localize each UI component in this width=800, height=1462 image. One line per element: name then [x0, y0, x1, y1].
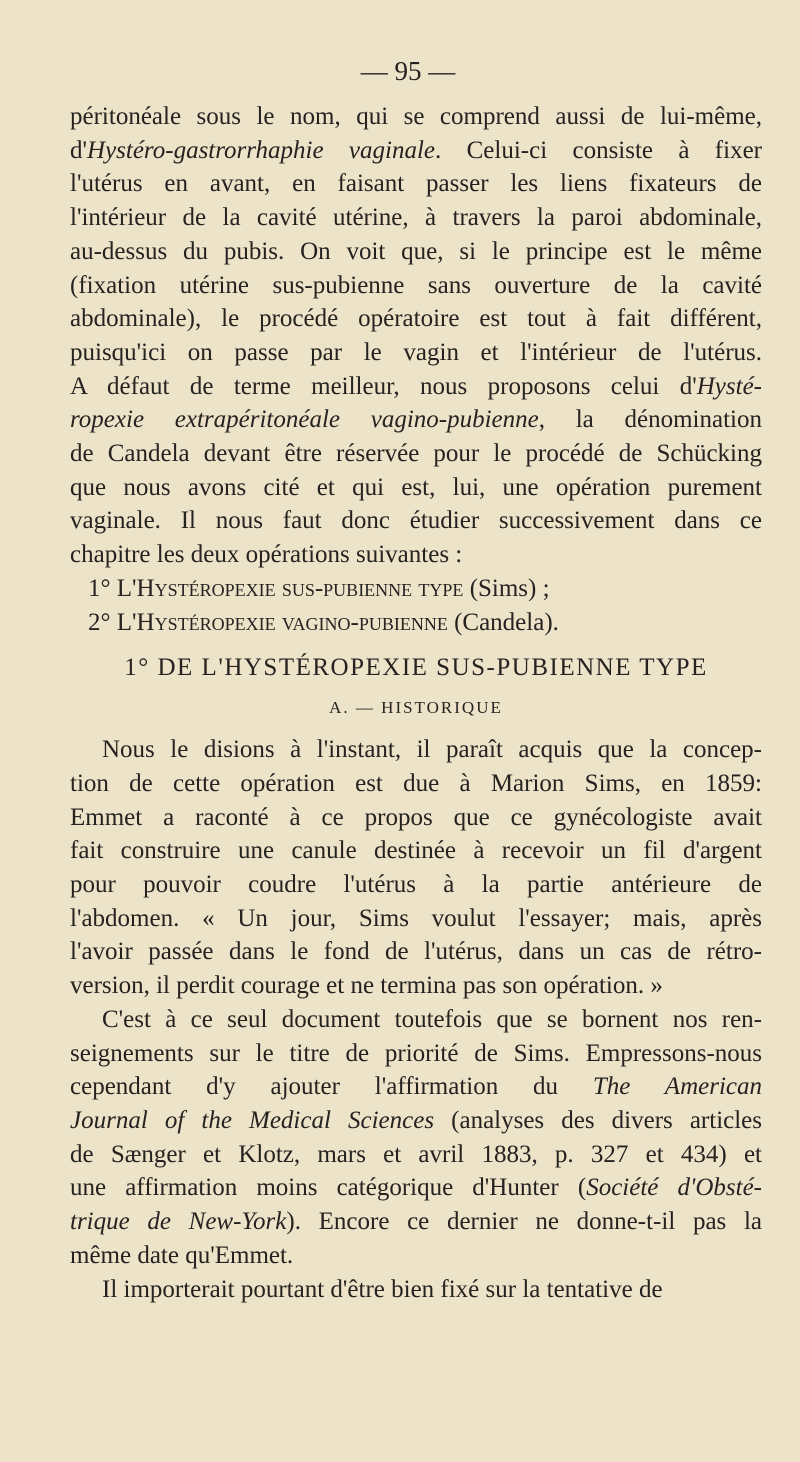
operations-list — [70, 572, 762, 639]
text-line: Nous le disions à l'instant, il paraît acquis que la concep- — [102, 736, 762, 764]
text-line: l'abdomen. « Un jour, Sims voulut l'essayer; mais, après — [70, 904, 762, 932]
text-line: abdominale), le procédé opératoire est tout à fait différent, — [70, 305, 762, 333]
page-number: — 95 — — [360, 56, 456, 86]
text-line: version, il perdit courage et ne termina pas son opération. » — [70, 972, 663, 1000]
text-line: Il importerait pourtant d'être bien fixé sur la tentative de — [102, 1275, 663, 1303]
text-line: cependant d'y ajouter l'affirmation du The American — [70, 1073, 762, 1101]
text-line: chapitre les deux opérations suivantes : — [70, 541, 463, 569]
text-line: pour pouvoir coudre l'utérus à la partie antérieure de — [70, 871, 762, 899]
paragraph-tentative — [70, 1273, 762, 1307]
text-line: l'avoir passée dans le fond de l'utérus, dans un cas de rétro- — [70, 938, 762, 966]
text-line: fait construire une canule destinée à recevoir un fil d'argent — [70, 837, 762, 865]
subsection-heading: A. — HISTORIQUE — [329, 698, 503, 718]
text-line: A défaut de terme meilleur, nous proposons celui d'Hysté- — [70, 372, 762, 400]
paragraph-priorite — [70, 1003, 762, 1273]
text-line: (fixation utérine sus-pubienne sans ouverture de la cavité — [70, 271, 762, 299]
paragraph-historique — [70, 733, 762, 1003]
text-line: C'est à ce seul document toutefois que se bornent nos ren- — [102, 1005, 762, 1033]
text-line: d'Hystéro-gastrorrhaphie vaginale. Celui-ci consiste à fixer — [70, 136, 762, 164]
text-line: ropexie extrapéritonéale vagino-pubienne, la dénomination — [70, 406, 762, 434]
list-item: 1° L'Hystéropexie sus-pubienne type (Sims) ; — [88, 574, 550, 602]
text-line: une affirmation moins catégorique d'Hunter (Société d'Obsté- — [70, 1174, 762, 1202]
text-line: de Candela devant être réservée pour le procédé de Schücking — [70, 440, 762, 468]
list-item: 2° L'Hystéropexie vagino-pubienne (Candela). — [88, 608, 559, 636]
text-line: Journal of the Medical Sciences (analyses des divers articles — [70, 1106, 763, 1134]
text-line: seignements sur le titre de priorité de Sims. Empressons-nous — [70, 1039, 762, 1067]
text-line: Emmet a raconté à ce propos que ce gynécologiste avait — [70, 803, 762, 831]
text-line: au-dessus du pubis. On voit que, si le principe est le même — [70, 237, 762, 265]
text-line: de Sænger et Klotz, mars et avril 1883, p. 327 et 434) et — [70, 1140, 762, 1168]
text-line: même date qu'Emmet. — [70, 1241, 294, 1269]
text-line: vaginale. Il nous faut donc étudier successivement dans ce — [70, 507, 762, 535]
text-line: péritonéale sous le nom, qui se comprend aussi de lui-même, — [70, 103, 762, 130]
text-line: l'intérieur de la cavité utérine, à travers la paroi abdominale, — [70, 204, 762, 232]
text-line: l'utérus en avant, en faisant passer les liens fixateurs de — [70, 170, 762, 198]
text-line: que nous avons cité et qui est, lui, une opération purement — [70, 473, 762, 501]
paragraph-intro — [70, 100, 762, 572]
section-heading: 1° DE L'HYSTÉROPEXIE SUS-PUBIENNE TYPE — [124, 654, 708, 682]
text-line: puisqu'ici on passe par le vagin et l'intérieur de l'utérus. — [70, 338, 762, 366]
text-line: trique de New-York). Encore ce dernier ne donne-t-il pas la — [70, 1208, 762, 1236]
text-line: tion de cette opération est due à Marion Sims, en 1859: — [70, 769, 762, 797]
